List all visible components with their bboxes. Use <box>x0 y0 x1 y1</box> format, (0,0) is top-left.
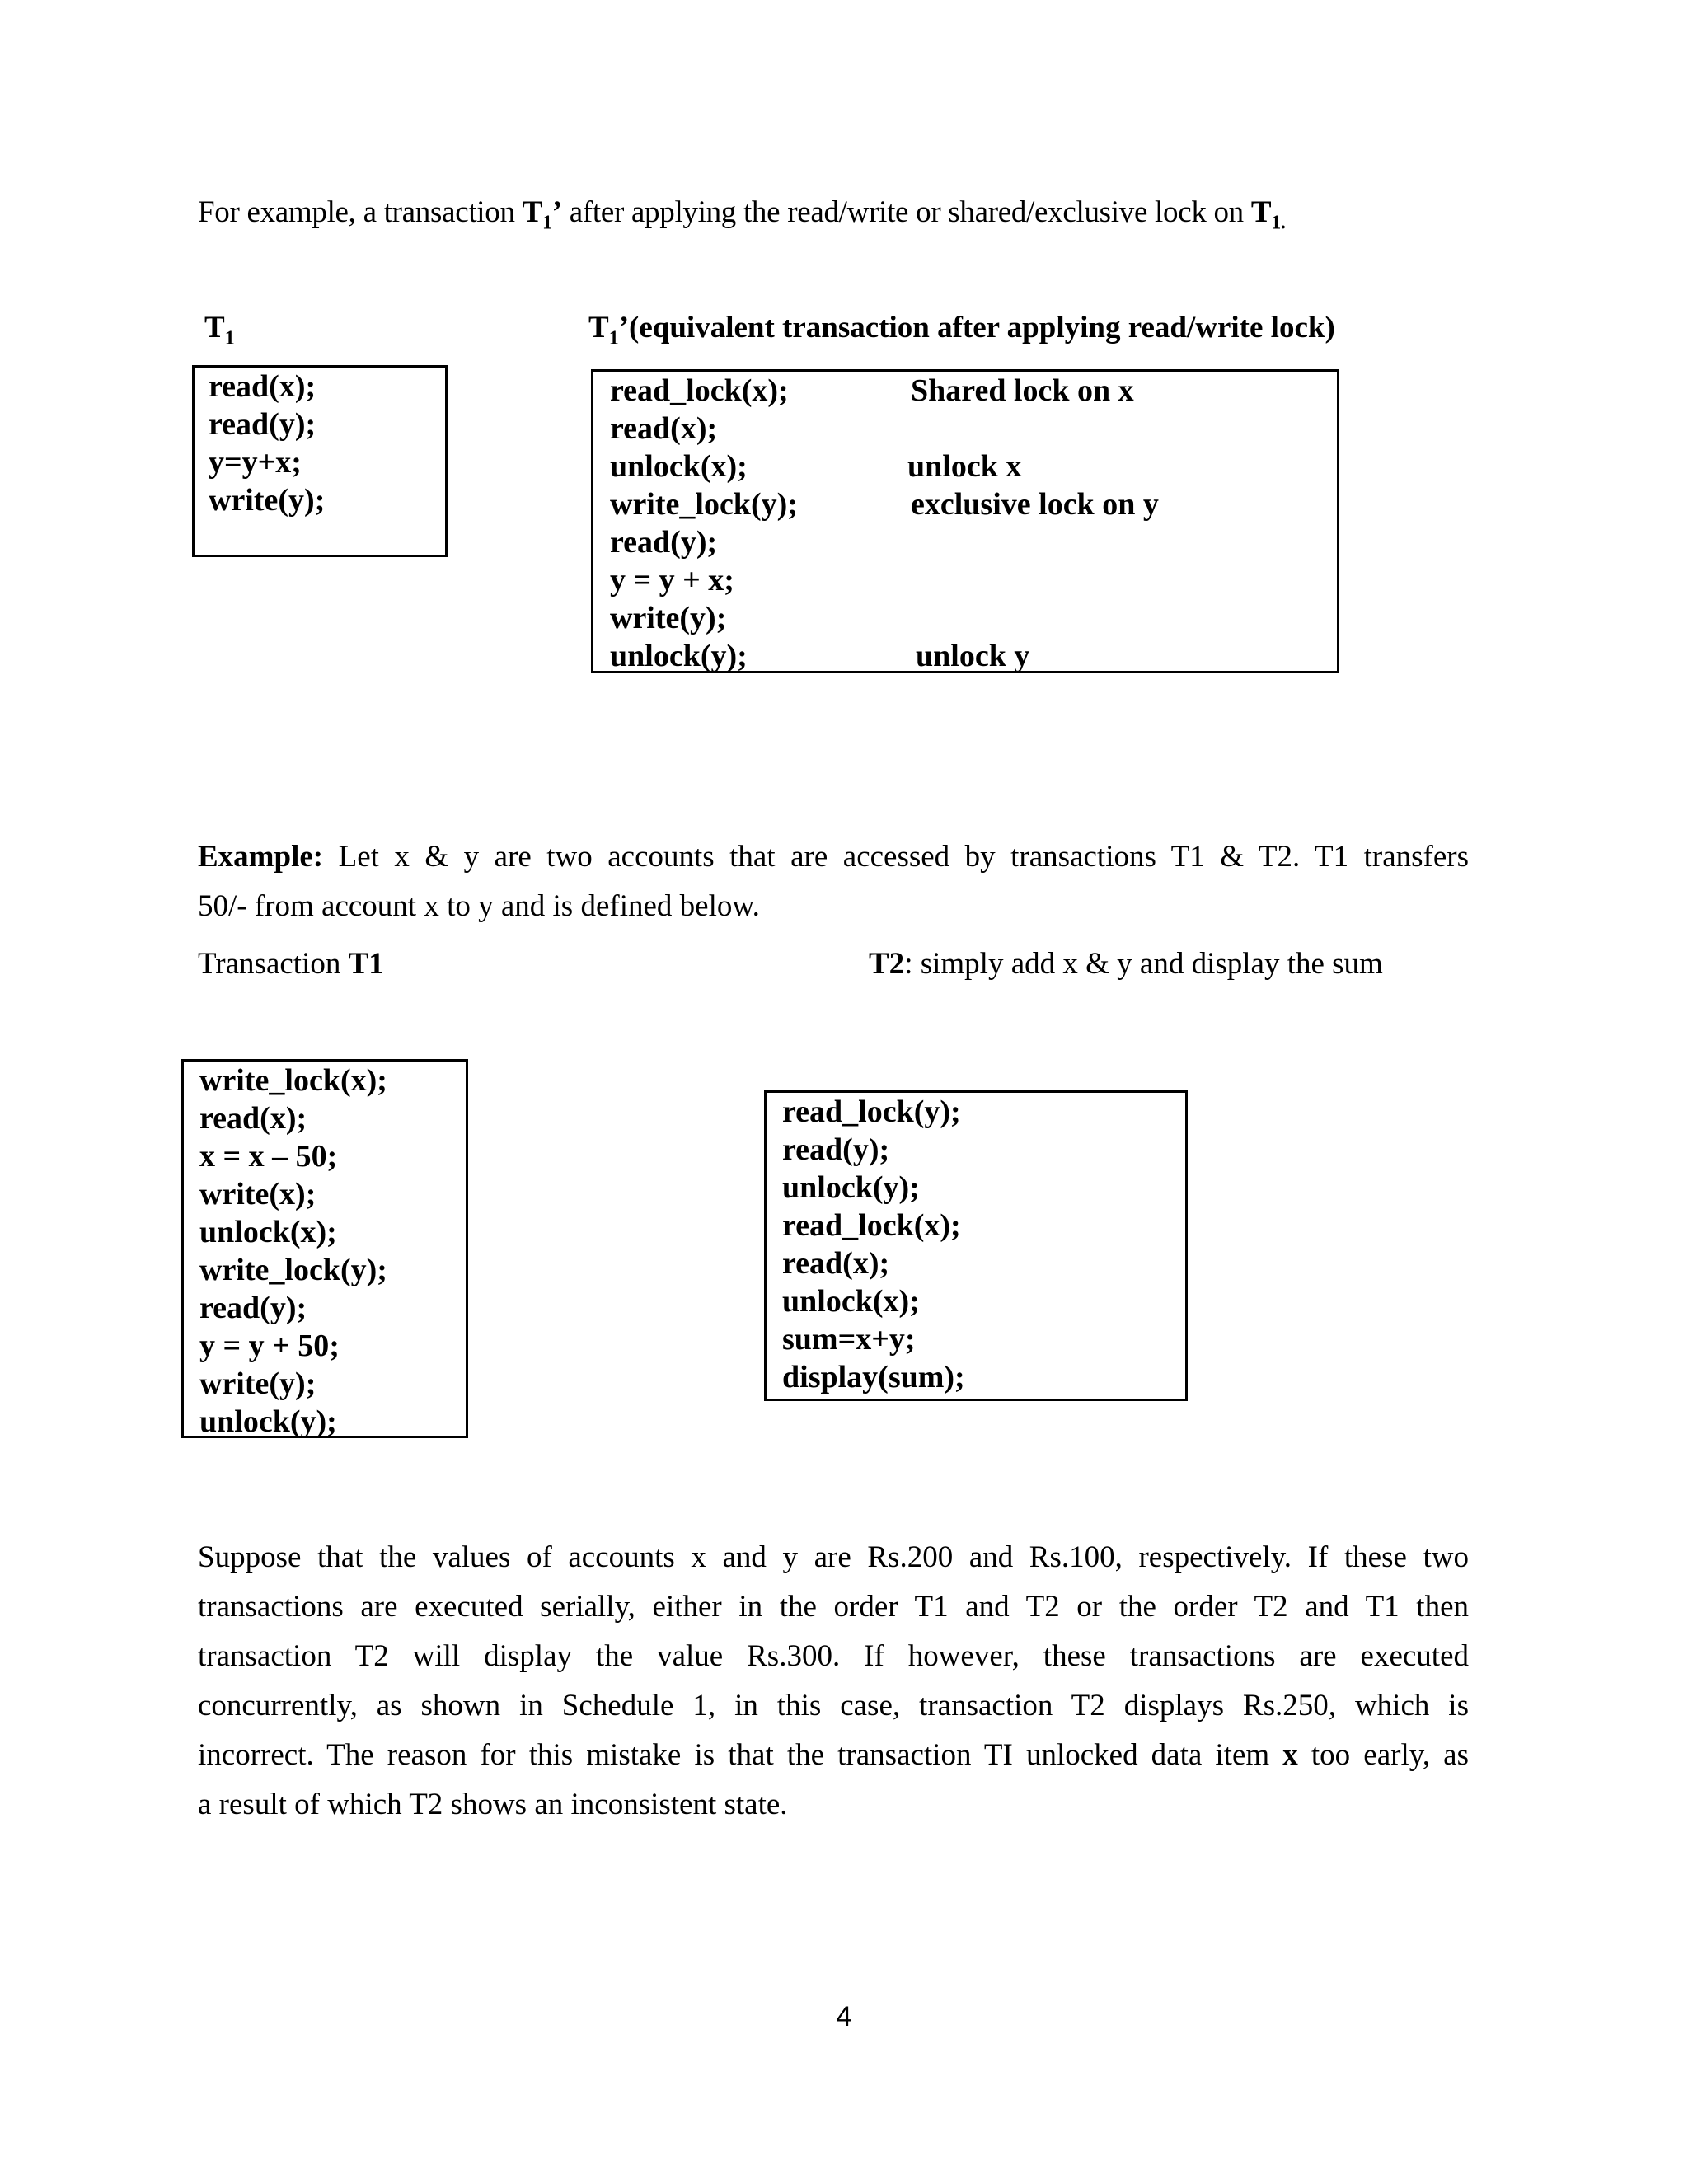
code-line: y=y+x; <box>209 445 302 480</box>
t2-example-code-box <box>764 1090 1188 1401</box>
code-line: write(y); <box>199 1366 316 1401</box>
code-note: Shared lock on x <box>911 373 1134 408</box>
paragraph-line: transaction T2 will display the value Rs.300. If however, these transactions are executed <box>198 1639 1469 1673</box>
code-line: display(sum); <box>782 1360 965 1394</box>
code-line: write_lock(y); <box>199 1253 387 1287</box>
paragraph-line-5: incorrect. The reason for this mistake is that the transaction TI unlocked data item x too early, as <box>198 1738 1469 1772</box>
code-line: read(y); <box>209 407 316 442</box>
code-line: unlock(x); <box>782 1284 920 1319</box>
t1-example-code-box <box>181 1059 468 1438</box>
intro-text-a: For example, a transaction <box>198 195 523 229</box>
code-line: write(x); <box>199 1177 316 1212</box>
t1-label: $T_1$ <box>204 311 235 349</box>
closing-paragraph <box>198 1533 1469 1830</box>
t1-prime-code-box <box>591 369 1339 673</box>
code-line: unlock(x); <box>199 1215 337 1249</box>
intro-sentence <box>198 194 1286 234</box>
example-line1: Let x & y are two accounts that are accessed by transactions T1 & T2. T1 transfers <box>323 840 1469 874</box>
code-line: sum=x+y; <box>782 1322 916 1357</box>
code-line: read(x); <box>610 411 718 446</box>
code-line: unlock(y); <box>199 1404 337 1439</box>
example-line2: 50/- from account x to y and is defined below. <box>198 889 760 923</box>
code-line: write_lock(y); <box>610 487 798 522</box>
code-line: write_lock(x); <box>199 1063 387 1098</box>
transaction-t1-label: Transaction T1 <box>198 947 384 981</box>
t1-prime-label: $T_1’(equivalent$ transaction after applying read/write lock) <box>588 311 1335 349</box>
intro-text-b: after applying the read/write or shared/exclusive lock on <box>561 195 1251 229</box>
paragraph-line: transactions are executed serially, either in the order T1 and T2 or the order T2 and T1 then <box>198 1590 1469 1624</box>
code-line: read(x); <box>199 1101 307 1136</box>
code-line: unlock(y); <box>782 1170 920 1205</box>
code-line: read(y); <box>199 1291 307 1325</box>
code-line: x = x – 50; <box>199 1139 338 1174</box>
code-line: read_lock(y); <box>782 1094 961 1129</box>
code-line: read(x); <box>782 1246 890 1281</box>
code-line: read_lock(x); <box>782 1208 961 1243</box>
intro-t1-prime: $T_1$’ <box>522 195 562 234</box>
code-note: exclusive lock on y <box>911 487 1159 522</box>
code-line: read_lock(x); <box>610 373 789 408</box>
code-line: write(y); <box>610 601 727 635</box>
example-bold: Example: <box>198 840 324 874</box>
code-line: y = y + x; <box>610 563 734 598</box>
code-line: write(y); <box>209 483 326 518</box>
code-line: read(y); <box>782 1132 890 1167</box>
page-number: 4 <box>836 2001 852 2032</box>
code-line: y = y + 50; <box>199 1329 340 1363</box>
code-note: unlock y <box>916 639 1030 673</box>
code-line: read(y); <box>610 525 718 560</box>
paragraph-line: a result of which T2 shows an inconsistent state. <box>198 1788 788 1821</box>
t2-label: T2: simply add x & y and display the sum <box>869 947 1383 981</box>
code-line: read(x); <box>209 369 316 404</box>
code-line: unlock(x); <box>610 449 748 484</box>
code-note: unlock x <box>907 449 1022 484</box>
code-line: unlock(y); <box>610 639 748 673</box>
paragraph-line: Suppose that the values of accounts x and y are Rs.200 and Rs.100, respectively. If these two <box>198 1540 1469 1574</box>
t1-code-box <box>192 365 448 557</box>
example-paragraph <box>198 832 1469 931</box>
paragraph-line: concurrently, as shown in Schedule 1, in this case, transaction T2 displays Rs.250, which is <box>198 1689 1469 1722</box>
intro-t1-end: $T_{1.}$ <box>1250 195 1286 234</box>
